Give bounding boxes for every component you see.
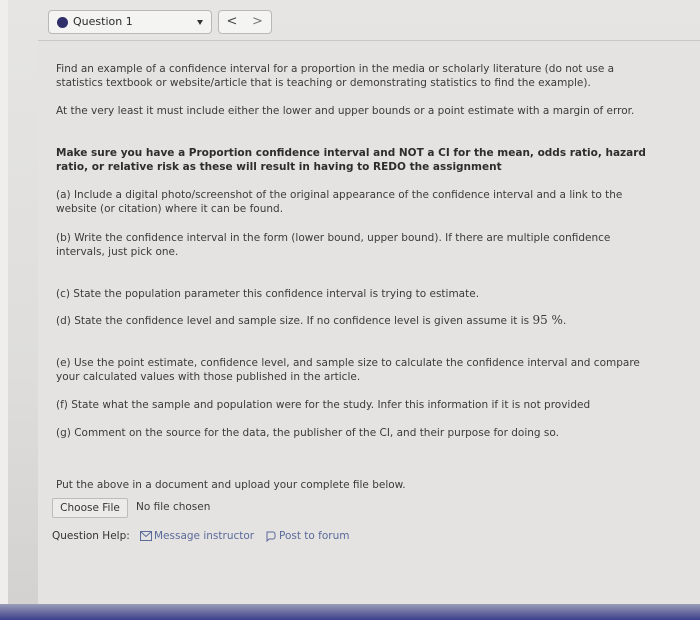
post-to-forum-link[interactable]: Post to forum: [279, 530, 350, 542]
bottom-bar: [0, 604, 700, 620]
question-label: Question 1: [73, 15, 133, 28]
item-e: (e) Use the point estimate, confidence level, and sample size to calculate the confidence interval and compare your calculated values with those published in the article.: [56, 357, 640, 383]
mail-icon: [140, 531, 152, 541]
left-edge: [0, 0, 8, 620]
item-g: (g) Comment on the source for the data, the publisher of the CI, and their purpose for doing so.: [56, 427, 559, 439]
intro-paragraph: Find an example of a confidence interval for a proportion in the media or scholarly literature (do not use a statistics textbook or website/article that is teaching or demonstrating statistics to find the example).: [56, 63, 615, 89]
upload-instruction: Put the above in a document and upload your complete file below.: [56, 479, 406, 491]
choose-file-button[interactable]: Choose File: [52, 498, 128, 518]
message-instructor-link[interactable]: Message instructor: [154, 530, 255, 542]
prev-question-button[interactable]: <: [218, 10, 246, 34]
warning-paragraph: Make sure you have a Proportion confidence interval and NOT a CI for the mean, odds ratio, hazard ratio, or relative risk as these will result in having to REDO the assignment: [56, 147, 646, 173]
item-d-text: (d) State the confidence level and sample size. If no confidence level is given assume it is: [56, 315, 530, 327]
file-status: No file chosen: [136, 501, 211, 513]
item-d: [56, 313, 656, 328]
question-select[interactable]: [48, 10, 212, 34]
caret-down-icon: [197, 20, 203, 25]
item-c: (c) State the population parameter this confidence interval is trying to estimate.: [56, 288, 480, 300]
item-d-suffix: .: [562, 315, 567, 327]
next-question-button[interactable]: >: [244, 10, 272, 34]
requirement-paragraph: At the very least it must include either the lower and upper bounds or a point estimate with a margin of error.: [56, 105, 635, 117]
confidence-value: 95 %: [532, 313, 563, 327]
status-dot-icon: [57, 17, 68, 28]
forum-icon: [265, 531, 276, 542]
item-f: (f) State what the sample and population were for the study. Infer this information if it is not provided: [56, 399, 591, 411]
item-b: (b) Write the confidence interval in the form (lower bound, upper bound). If there are multiple confidence intervals, just pick one.: [56, 232, 611, 258]
question-help-label: Question Help:: [52, 530, 130, 542]
item-a: (a) Include a digital photo/screenshot of the original appearance of the confidence interval and a link to the website (or citation) where it can be found.: [56, 189, 623, 215]
